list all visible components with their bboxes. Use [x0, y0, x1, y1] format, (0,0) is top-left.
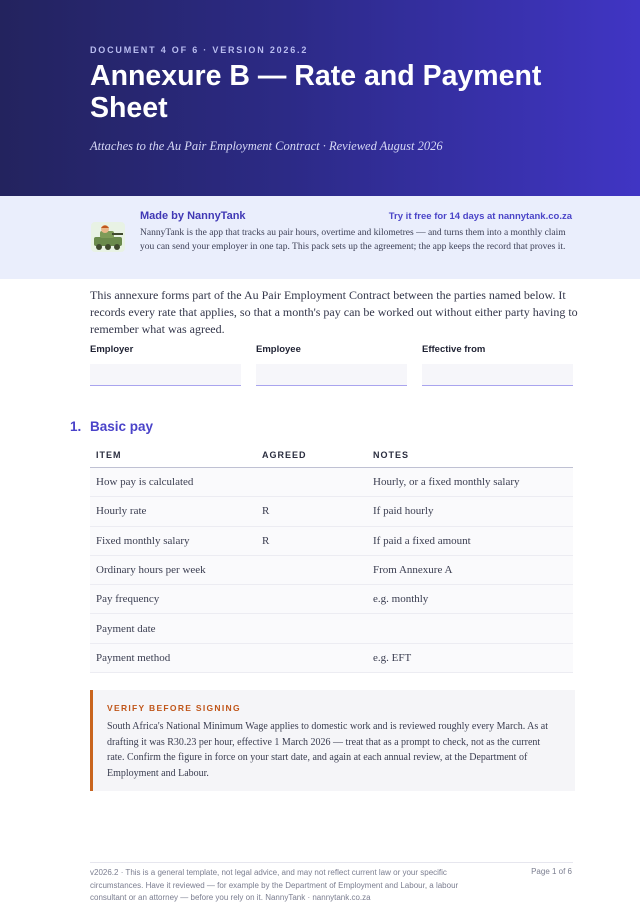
- table-header-row: [90, 442, 573, 468]
- row-notes: If paid a fixed amount: [367, 526, 573, 555]
- table-row: [90, 468, 573, 497]
- table-row: [90, 643, 573, 672]
- callout-title: VERIFY BEFORE SIGNING: [107, 703, 241, 713]
- footer-disclaimer: v2026.2 · This is a general template, not legal advice, and may not reflect current law or your specific circumstances. Have it reviewed — for example by the Department of Employment and Labour, a labour consultant or an attorney — before you rely on it. NannyTank · nannytank.co.za: [90, 868, 459, 902]
- promo-description: NannyTank is the app that tracks au pair hours, overtime and kilometres — and turns them into a monthly claim you can send your employer in one tap. This pack sets up the agreement; the app keeps the record that proves it.: [140, 228, 566, 252]
- nannytank-logo-icon: [91, 222, 125, 257]
- page-subtitle: Attaches to the Au Pair Employment Contract · Reviewed August 2026: [90, 139, 443, 153]
- effective-from-field: [422, 344, 573, 386]
- employee-label: Employee: [256, 344, 301, 355]
- column-header-item: ITEM: [90, 442, 256, 468]
- effective-from-label: Effective from: [422, 344, 486, 355]
- column-header-notes: NOTES: [367, 442, 573, 468]
- row-agreed[interactable]: [256, 643, 367, 672]
- row-item: Payment method: [90, 643, 256, 672]
- row-notes: If paid hourly: [367, 497, 573, 526]
- document-header: [0, 0, 640, 196]
- row-notes: Hourly, or a fixed monthly salary: [367, 468, 573, 497]
- employer-label: Employer: [90, 344, 134, 355]
- basic-pay-table: [90, 442, 573, 673]
- verify-callout: [90, 690, 575, 791]
- callout-text: South Africa's National Minimum Wage applies to domestic work and is reviewed roughly every March. As at drafting it was R30.23 per hour, effective 1 March 2026 — treat that as a prompt to check, not as the current rate. Confirm the figure in force on your start date, and again at each annual review, at the Department of Employment and Labour.: [107, 721, 548, 779]
- employee-field: [256, 344, 407, 386]
- row-notes: e.g. monthly: [367, 585, 573, 614]
- table-row: [90, 585, 573, 614]
- table-row: [90, 614, 573, 643]
- employer-input[interactable]: [90, 364, 241, 386]
- row-item: Payment date: [90, 614, 256, 643]
- section-number: 1.: [70, 419, 82, 434]
- row-agreed[interactable]: [256, 585, 367, 614]
- table-row: [90, 555, 573, 584]
- footer-divider: [90, 862, 573, 863]
- row-agreed[interactable]: [256, 555, 367, 584]
- document-kicker: DOCUMENT 4 OF 6 · VERSION 2026.2: [90, 45, 309, 55]
- row-item: How pay is calculated: [90, 468, 256, 497]
- page-number: Page 1 of 6: [531, 867, 572, 876]
- employee-input[interactable]: [256, 364, 407, 386]
- effective-from-input[interactable]: [422, 364, 573, 386]
- table-row: [90, 497, 573, 526]
- row-item: Pay frequency: [90, 585, 256, 614]
- row-agreed[interactable]: R: [256, 497, 367, 526]
- row-notes: [367, 614, 573, 643]
- promo-title: Made by NannyTank: [140, 210, 246, 222]
- table-row: [90, 526, 573, 555]
- row-agreed[interactable]: [256, 614, 367, 643]
- row-notes: e.g. EFT: [367, 643, 573, 672]
- row-item: Fixed monthly salary: [90, 526, 256, 555]
- intro-paragraph: This annexure forms part of the Au Pair Employment Contract between the parties named below. It records every rate that applies, so that a month's pay can be worked out without either party having to remember what was agreed.: [90, 288, 578, 336]
- promo-cta-link[interactable]: Try it free for 14 days at nannytank.co.za: [388, 211, 572, 222]
- row-notes: From Annexure A: [367, 555, 573, 584]
- row-item: Ordinary hours per week: [90, 555, 256, 584]
- row-item: Hourly rate: [90, 497, 256, 526]
- column-header-agreed: AGREED: [256, 442, 367, 468]
- page-title: Annexure B — Rate and Payment Sheet: [90, 60, 542, 124]
- row-agreed[interactable]: [256, 468, 367, 497]
- employer-field: [90, 344, 241, 386]
- section-heading: [70, 419, 153, 434]
- row-agreed[interactable]: R: [256, 526, 367, 555]
- section-title: Basic pay: [90, 419, 154, 434]
